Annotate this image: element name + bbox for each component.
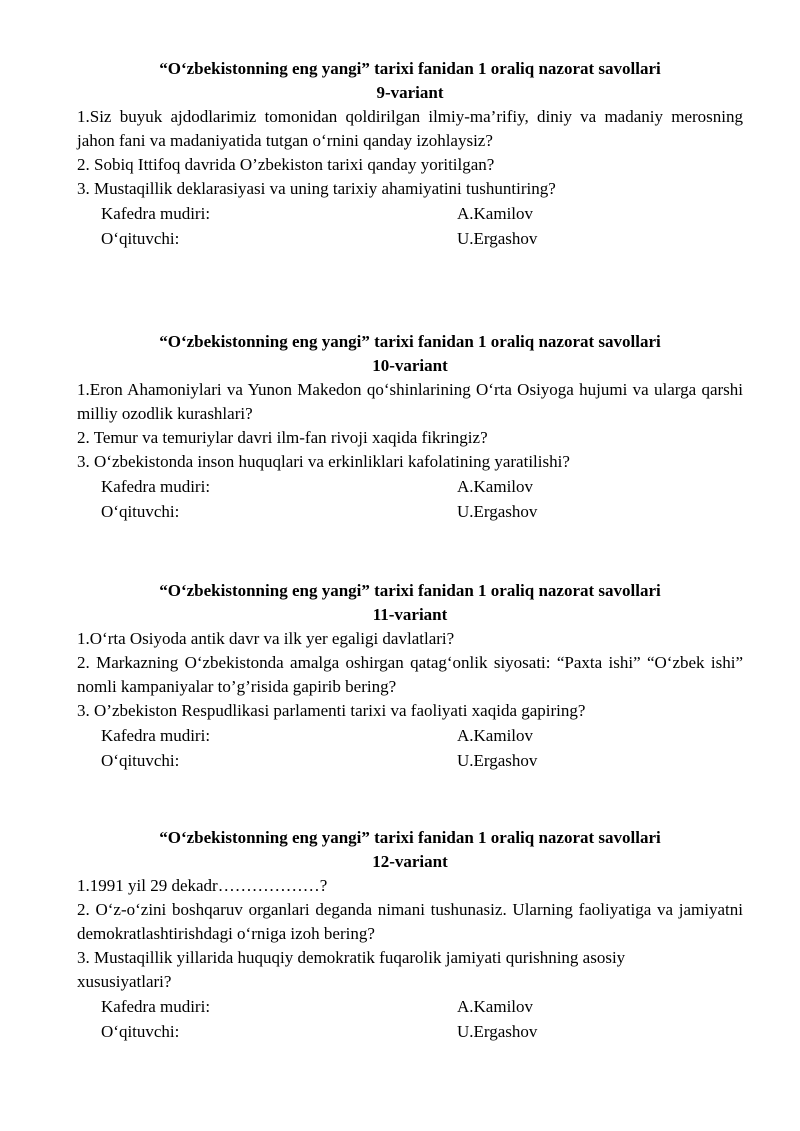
question-3: 3. O’zbekiston Respudlikasi parlamenti tarixi va faoliyati xaqida gapiring? <box>77 701 586 720</box>
signature-head-of-department <box>77 201 743 226</box>
signature-role: Kafedra mudiri: <box>101 726 211 745</box>
signature-role: O‘qituvchi: <box>101 751 180 770</box>
question-2: 2. Sobiq Ittifoq davrida O’zbekiston tarixi qanday yoritilgan? <box>77 155 495 174</box>
question-3: 3. Mustaqillik deklarasiyasi va uning tarixiy ahamiyatini tushuntiring? <box>77 179 556 198</box>
variant-section-12 <box>77 826 743 1044</box>
signature-role: O‘qituvchi: <box>101 1022 180 1041</box>
variant-number: 9-variant <box>376 83 444 102</box>
signature-head-of-department <box>77 723 743 748</box>
question-1: 1.Eron Ahamoniylari va Yunon Makedon qo‘shinlarining O‘rta Osiyoga hujumi va ularga qarshi milliy ozodlik kurashlari? <box>77 380 743 423</box>
variant-number: 10-variant <box>372 356 448 375</box>
section-title: “O‘zbekistonning eng yangi” tarixi fanidan 1 oraliq nazorat savollari <box>159 581 661 600</box>
variant-section-10 <box>77 330 743 524</box>
variant-section-11 <box>77 579 743 773</box>
signature-name: U.Ergashov <box>457 229 538 248</box>
question-2: 2. O‘z-o‘zini boshqaruv organlari deganda nimani tushunasiz. Ularning faoliyatiga va jamiyatni demokratlashtirishdagi o‘rniga izoh bering? <box>77 900 743 943</box>
question-1: 1.O‘rta Osiyoda antik davr va ilk yer egaligi davlatlari? <box>77 629 455 648</box>
signature-name: A.Kamilov <box>457 997 534 1016</box>
variant-section-9 <box>77 57 743 251</box>
question-2: 2. Temur va temuriylar davri ilm-fan rivoji xaqida fikringiz? <box>77 428 488 447</box>
question-1: 1.Siz buyuk ajdodlarimiz tomonidan qoldirilgan ilmiy-ma’rifiy, diniy va madaniy merosning jahon fani va madaniyatida tutgan o‘rnini qanday izohlaysiz? <box>77 107 743 150</box>
signature-role: Kafedra mudiri: <box>101 477 211 496</box>
section-title: “O‘zbekistonning eng yangi” tarixi fanidan 1 oraliq nazorat savollari <box>159 59 661 78</box>
signature-teacher <box>77 1019 743 1044</box>
variant-number: 12-variant <box>372 852 448 871</box>
signature-teacher <box>77 748 743 773</box>
signature-name: U.Ergashov <box>457 751 538 770</box>
signature-name: A.Kamilov <box>457 477 534 496</box>
signature-role: Kafedra mudiri: <box>101 204 211 223</box>
signature-head-of-department <box>77 994 743 1019</box>
signature-name: U.Ergashov <box>457 1022 538 1041</box>
question-1: 1.1991 yil 29 dekadr………………? <box>77 876 328 895</box>
signature-role: Kafedra mudiri: <box>101 997 211 1016</box>
variant-number: 11-variant <box>372 605 448 624</box>
section-title: “O‘zbekistonning eng yangi” tarixi fanidan 1 oraliq nazorat savollari <box>159 828 661 847</box>
signature-teacher <box>77 499 743 524</box>
signature-role: O‘qituvchi: <box>101 502 180 521</box>
question-3: 3. O‘zbekistonda inson huquqlari va erkinliklari kafolatining yaratilishi? <box>77 452 570 471</box>
question-3: 3. Mustaqillik yillarida huquqiy demokratik fuqarolik jamiyati qurishning asosiy xususiyatlari? <box>77 948 626 991</box>
signature-teacher <box>77 226 743 251</box>
signature-head-of-department <box>77 474 743 499</box>
section-title: “O‘zbekistonning eng yangi” tarixi fanidan 1 oraliq nazorat savollari <box>159 332 661 351</box>
signature-role: O‘qituvchi: <box>101 229 180 248</box>
signature-name: A.Kamilov <box>457 204 534 223</box>
signature-name: A.Kamilov <box>457 726 534 745</box>
signature-name: U.Ergashov <box>457 502 538 521</box>
question-2: 2. Markazning O‘zbekistonda amalga oshirgan qatag‘onlik siyosati: “Paxta ishi” “O‘zbek ishi” nomli kampaniyalar to’g’risida gapirib bering? <box>77 653 743 696</box>
